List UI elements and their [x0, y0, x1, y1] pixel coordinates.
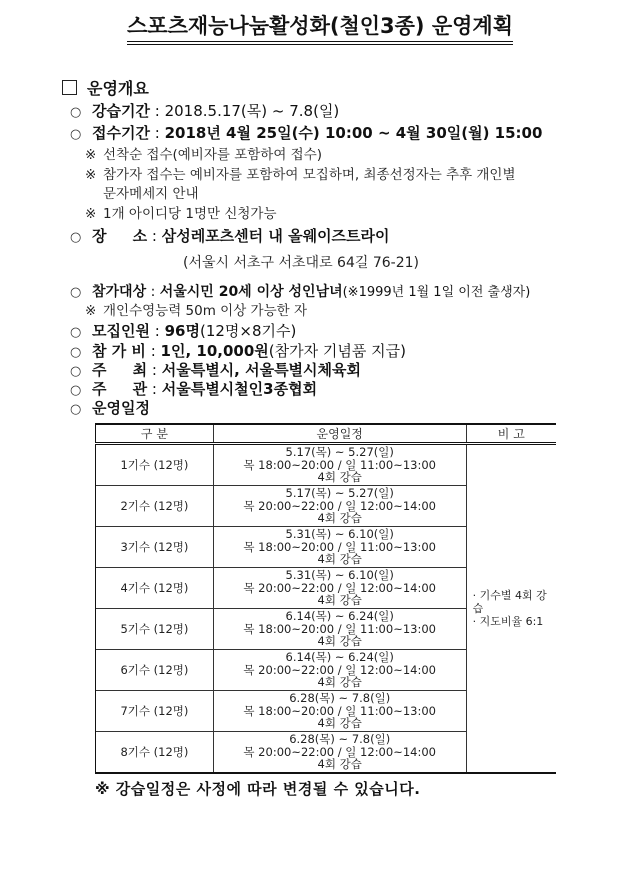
table-row: 5기수 (12명) 6.14(목) ~ 6.24(일) 목 18:00~20:00 / 일 11:00~13:00 4회 강습 [96, 609, 557, 650]
item-target: ○ 참가대상 : 서울시민 20세 이상 성인남녀(※1999년 1월 1일 이전 출생자) [70, 284, 531, 300]
table-row: 4기수 (12명) 5.31(목) ~ 6.10(일) 목 20:00~22:00 / 일 12:00~14:00 4회 강습 [96, 568, 557, 609]
note-first-come: ※ 선착순 접수(예비자를 포함하여 접수) [85, 147, 323, 163]
item-place: ○ 장 소 : 삼성레포츠센터 내 올웨이즈트라이 [70, 227, 390, 245]
circle-bullet-icon: ○ [70, 285, 82, 300]
table-row: 6기수 (12명) 6.14(목) ~ 6.24(일) 목 20:00~22:00 / 일 12:00~14:00 4회 강습 [96, 650, 557, 691]
place-address: (서울시 서초구 서초대로 64길 76-21) [183, 255, 419, 271]
circle-bullet-icon: ○ [70, 325, 82, 340]
circle-bullet-icon: ○ [70, 105, 82, 120]
circle-bullet-icon: ○ [70, 127, 82, 142]
item-organizer: ○ 주 관 : 서울특별시철인3종협회 [70, 380, 318, 398]
reference-mark-icon: ※ [85, 167, 97, 183]
document-title: 스포츠재능나눔활성화(철인3종) 운영계획 [0, 10, 640, 45]
section-heading-label: 운영개요 [87, 79, 149, 98]
circle-bullet-icon: ○ [70, 383, 82, 398]
reference-mark-icon: ※ [85, 147, 97, 163]
table-row: 1기수 (12명) 5.17(목) ~ 5.27(일) 목 18:00~20:00 / 일 11:00~13:00 4회 강습 · 기수별 4회 강습 · 지도비율 6:1 [96, 444, 557, 486]
schedule-change-notice: ※ 강습일정은 사정에 따라 변경될 수 있습니다. [95, 780, 421, 798]
item-host: ○ 주 최 : 서울특별시, 서울특별시체육회 [70, 361, 362, 379]
item-registration-period: ○ 접수기간 : 2018년 4월 25일(수) 10:00 ~ 4월 30일(월) 15:00 [70, 124, 543, 142]
reference-mark-icon: ※ [85, 303, 97, 319]
table-row: 2기수 (12명) 5.17(목) ~ 5.27(일) 목 20:00~22:00 / 일 12:00~14:00 4회 강습 [96, 486, 557, 527]
header-group: 구 분 [96, 424, 214, 444]
circle-bullet-icon: ○ [70, 345, 82, 360]
table-row: 7기수 (12명) 6.28(목) ~ 7.8(일) 목 18:00~20:00 / 일 11:00~13:00 4회 강습 [96, 691, 557, 732]
circle-bullet-icon: ○ [70, 230, 82, 245]
table-row: 8기수 (12명) 6.28(목) ~ 7.8(일) 목 20:00~22:00 / 일 12:00~14:00 4회 강습 [96, 732, 557, 774]
reference-mark-icon: ※ [85, 206, 97, 222]
item-fee: ○ 참 가 비 : 1인, 10,000원(참가자 기념품 지급) [70, 342, 406, 360]
item-recruit: ○ 모집인원 : 96명(12명×8기수) [70, 322, 297, 340]
schedule-table [95, 423, 556, 774]
circle-bullet-icon: ○ [70, 402, 82, 417]
item-training-period: ○ 강습기간 : 2018.5.17(목) ~ 7.8(일) [70, 102, 340, 120]
table-header-row [96, 424, 557, 444]
checkbox-square-icon [62, 80, 77, 95]
note-one-per-id: ※ 1개 아이디당 1명만 신청가능 [85, 206, 277, 222]
section-heading [62, 76, 149, 99]
table-row: 3기수 (12명) 5.31(목) ~ 6.10(일) 목 18:00~20:00 / 일 11:00~13:00 4회 강습 [96, 527, 557, 568]
note-reserve-cont: 문자메세지 안내 [103, 186, 199, 202]
note-swimming: ※ 개인수영능력 50m 이상 가능한 자 [85, 303, 307, 319]
note-reserve: ※ 참가자 접수는 예비자를 포함하여 모집하며, 최종선정자는 추후 개인별 [85, 167, 516, 183]
circle-bullet-icon: ○ [70, 364, 82, 379]
header-schedule: 운영일정 [213, 424, 466, 444]
header-remarks: 비 고 [466, 424, 556, 444]
item-schedule: ○ 운영일정 [70, 399, 150, 417]
remarks-cell: · 기수별 4회 강습 · 지도비율 6:1 [466, 444, 556, 774]
